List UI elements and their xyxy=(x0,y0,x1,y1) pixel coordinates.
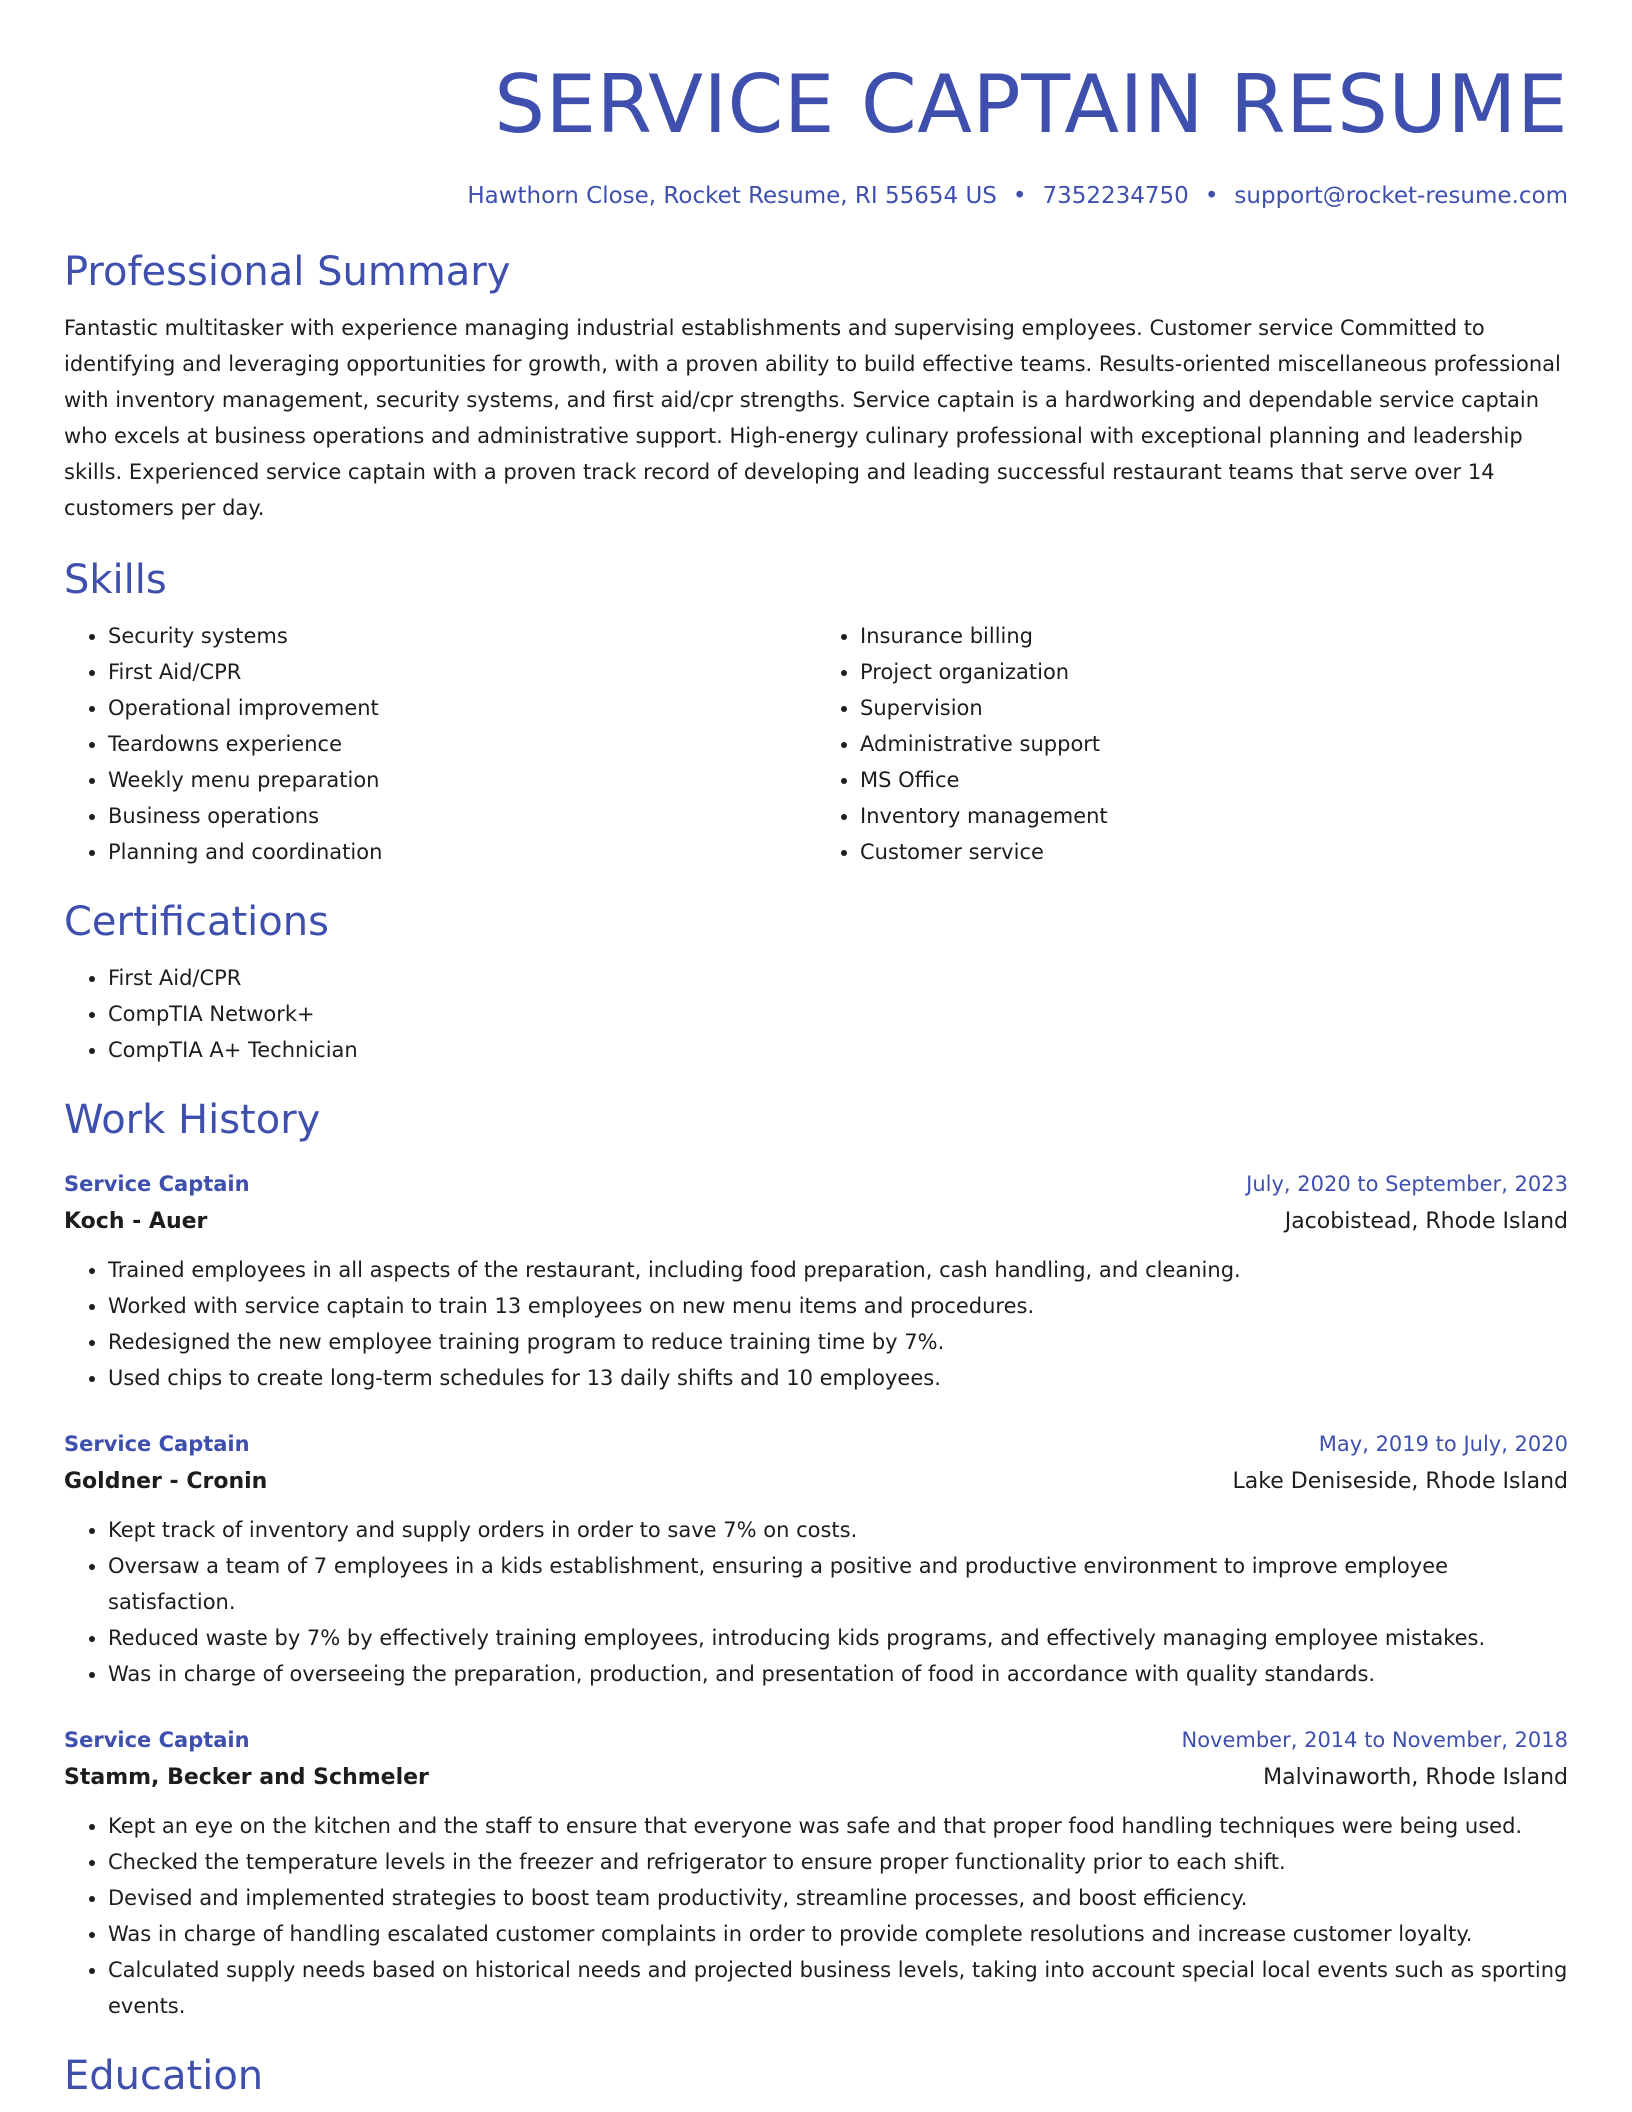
skill-item: • Project organization xyxy=(860,654,1568,690)
job-role: Service Captain xyxy=(64,1728,250,1752)
job-bullet: • Kept an eye on the kitchen and the staff to ensure that everyone was safe and that proper food handling techniques were being used. xyxy=(108,1808,1568,1844)
job-entry xyxy=(64,1722,1568,2024)
job-company-row xyxy=(64,1202,1568,1242)
skill-item: • Business operations xyxy=(108,798,816,834)
contact-separator: • xyxy=(1012,183,1027,209)
job-location: Jacobistead, Rhode Island xyxy=(1284,1209,1568,1234)
skill-item: • Inventory management xyxy=(860,798,1568,834)
job-bullet: • Was in charge of handling escalated customer complaints in order to provide complete resolutions and increase customer loyalty. xyxy=(108,1916,1568,1952)
job-header-row xyxy=(64,1426,1568,1462)
skill-item: • Insurance billing xyxy=(860,618,1568,654)
job-entry xyxy=(64,1166,1568,1396)
job-location: Lake Deniseside, Rhode Island xyxy=(1232,1469,1568,1494)
job-company-row xyxy=(64,1758,1568,1798)
job-bullet: • Redesigned the new employee training program to reduce training time by 7%. xyxy=(108,1324,1568,1360)
job-company: Stamm, Becker and Schmeler xyxy=(64,1765,429,1790)
summary-text: Fantastic multitasker with experience managing industrial establishments and supervising employees. Customer service Committed to identifying and leveraging opportunities for growth, with a proven ability to build effective teams. Results-oriented miscellaneous professional with inventory management, security systems, and first aid/cpr strengths. Service captain is a hardworking and dependable service captain who excels at business operations and administrative support. High-energy culinary professional with exceptional planning and leadership skills. Experienced service captain with a proven track record of developing and leading successful restaurant teams that serve over 14 customers per day. xyxy=(64,316,1561,520)
resume-page xyxy=(64,0,1568,2102)
job-company-row xyxy=(64,1462,1568,1502)
skills-list-right xyxy=(816,618,1568,870)
job-role: Service Captain xyxy=(64,1172,250,1196)
job-header-row xyxy=(64,1722,1568,1758)
certification-item: • CompTIA Network+ xyxy=(108,996,1568,1032)
certification-item: • First Aid/CPR xyxy=(108,960,1568,996)
contact-phone: 7352234750 xyxy=(1042,183,1189,209)
skill-item: • Weekly menu preparation xyxy=(108,762,816,798)
job-bullets xyxy=(64,1252,1568,1396)
skills-heading: Skills xyxy=(64,557,167,603)
certification-item: • CompTIA A+ Technician xyxy=(108,1032,1568,1068)
contact-line xyxy=(64,180,1568,212)
skill-item: • Customer service xyxy=(860,834,1568,870)
job-dates: July, 2020 to September, 2023 xyxy=(1246,1172,1568,1196)
certifications-list xyxy=(64,960,1568,1068)
job-bullet: • Used chips to create long-term schedules for 13 daily shifts and 10 employees. xyxy=(108,1360,1568,1396)
job-bullet: • Reduced waste by 7% by effectively training employees, introducing kids programs, and effectively managing employee mistakes. xyxy=(108,1620,1568,1656)
job-bullet: • Oversaw a team of 7 employees in a kids establishment, ensuring a positive and productive environment to improve employee satisfaction. xyxy=(108,1548,1568,1620)
contact-address: Hawthorn Close, Rocket Resume, RI 55654 US xyxy=(467,183,997,209)
summary-heading: Professional Summary xyxy=(64,249,511,295)
skill-item: • Operational improvement xyxy=(108,690,816,726)
resume-title: SERVICE CAPTAIN RESUME xyxy=(494,58,1568,151)
job-bullets xyxy=(64,1808,1568,2024)
skill-item: • Security systems xyxy=(108,618,816,654)
contact-email[interactable]: support@rocket-resume.com xyxy=(1234,183,1568,209)
skills-columns xyxy=(64,618,1568,870)
job-bullet: • Trained employees in all aspects of the restaurant, including food preparation, cash handling, and cleaning. xyxy=(108,1252,1568,1288)
job-bullet: • Kept track of inventory and supply orders in order to save 7% on costs. xyxy=(108,1512,1568,1548)
job-bullets xyxy=(64,1512,1568,1692)
certifications-heading: Certifications xyxy=(64,899,329,945)
skill-item: • Planning and coordination xyxy=(108,834,816,870)
job-bullet: • Worked with service captain to train 13 employees on new menu items and procedures. xyxy=(108,1288,1568,1324)
skill-item: • Administrative support xyxy=(860,726,1568,762)
skill-item: • Teardowns experience xyxy=(108,726,816,762)
job-company: Koch - Auer xyxy=(64,1209,208,1234)
job-location: Malvinaworth, Rhode Island xyxy=(1263,1765,1568,1790)
skill-item: • First Aid/CPR xyxy=(108,654,816,690)
education-heading: Education xyxy=(64,2053,264,2099)
job-dates: November, 2014 to November, 2018 xyxy=(1181,1728,1568,1752)
job-bullet: • Devised and implemented strategies to boost team productivity, streamline processes, and boost efficiency. xyxy=(108,1880,1568,1916)
job-header-row xyxy=(64,1166,1568,1202)
job-entry xyxy=(64,1426,1568,1692)
skill-item: • MS Office xyxy=(860,762,1568,798)
job-bullet: • Calculated supply needs based on historical needs and projected business levels, taking into account special local events such as sporting events. xyxy=(108,1952,1568,2024)
work-history-heading: Work History xyxy=(64,1097,321,1143)
job-bullet: • Checked the temperature levels in the freezer and refrigerator to ensure proper functionality prior to each shift. xyxy=(108,1844,1568,1880)
job-company: Goldner - Cronin xyxy=(64,1469,268,1494)
skill-item: • Supervision xyxy=(860,690,1568,726)
skills-list-left xyxy=(64,618,816,870)
contact-separator: • xyxy=(1204,183,1219,209)
job-bullet: • Was in charge of overseeing the preparation, production, and presentation of food in accordance with quality standards. xyxy=(108,1656,1568,1692)
job-dates: May, 2019 to July, 2020 xyxy=(1318,1432,1568,1456)
job-role: Service Captain xyxy=(64,1432,250,1456)
